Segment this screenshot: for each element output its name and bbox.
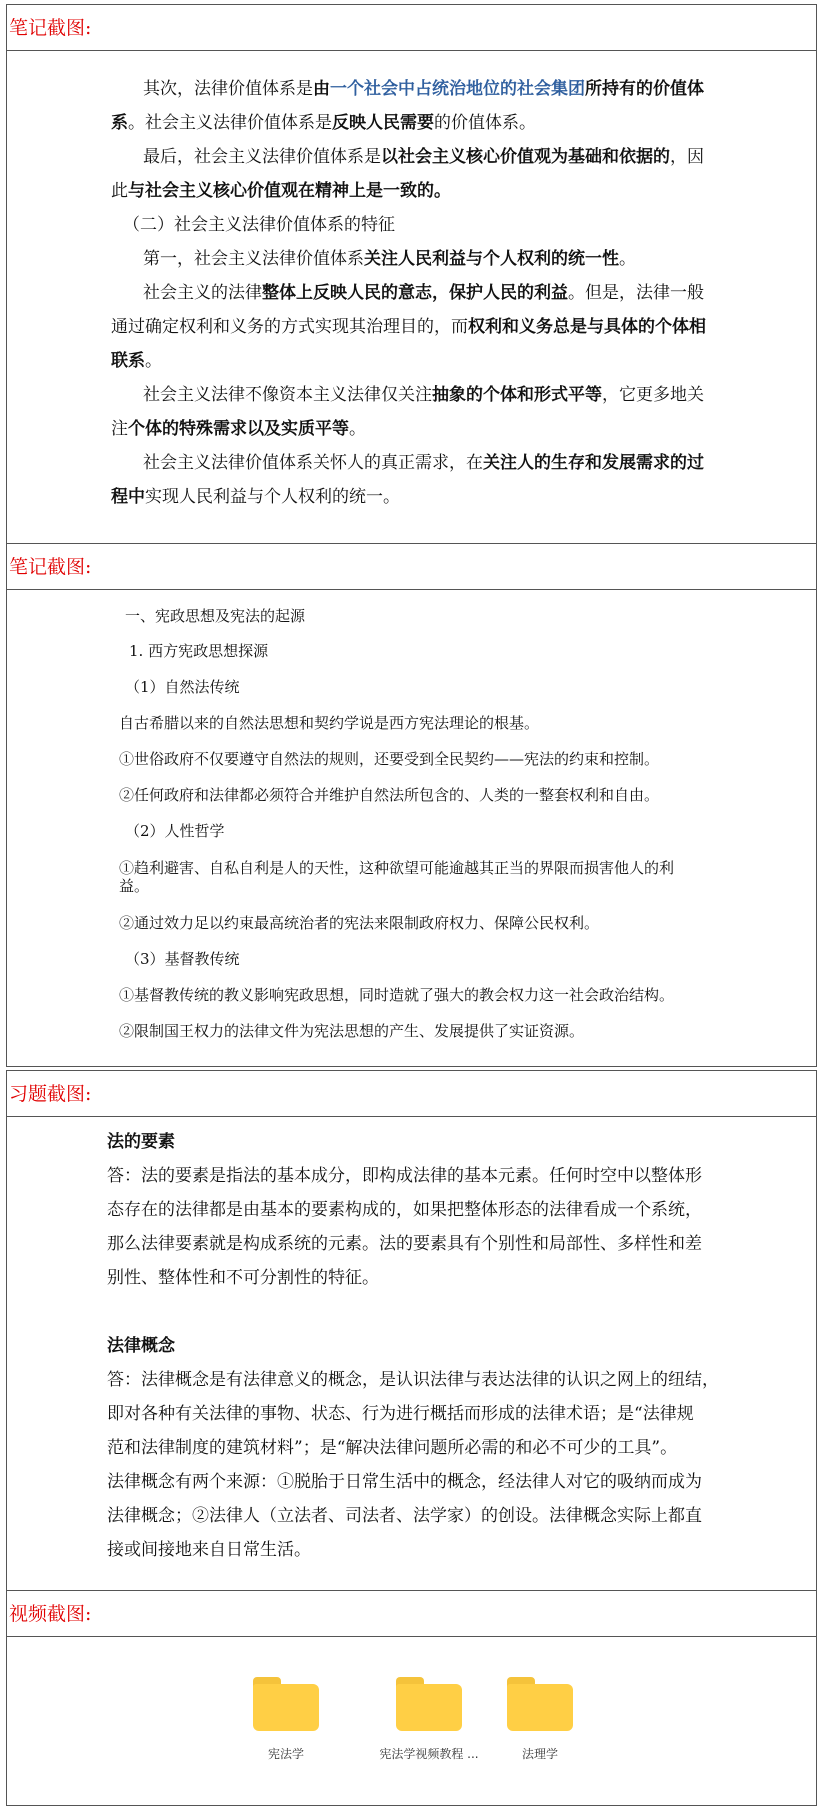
subheading: （1）自然法传统 bbox=[125, 678, 240, 696]
section-header: 习题截图: bbox=[7, 1071, 816, 1117]
answer-line: 接或间接地来自日常生活。 bbox=[107, 1540, 311, 1560]
text-line: 社会主义法律不像资本主义法律仅关注抽象的个体和形式平等，它更多地关 bbox=[143, 385, 704, 405]
folder-label[interactable]: 宪法学视频教程 ... bbox=[379, 1747, 479, 1761]
answer-line: 别性、整体性和不可分割性的特征。 bbox=[107, 1268, 379, 1288]
heading: 一、宪政思想及宪法的起源 bbox=[125, 607, 306, 625]
section-content bbox=[7, 51, 816, 543]
text-line: ①趋利避害、自私自利是人的天性，这种欲望可能逾越其正当的界限而损害他人的利 bbox=[119, 859, 675, 877]
answer-line: 那么法律要素就是构成系统的元素。法的要素具有个别性和局部性、多样性和差 bbox=[107, 1234, 702, 1254]
text-line: ①世俗政府不仅要遵守自然法的规则，还要受到全民契约——宪法的约束和控制。 bbox=[119, 750, 660, 768]
text-line: 自古希腊以来的自然法思想和契约学说是西方宪法理论的根基。 bbox=[119, 714, 540, 732]
section-header: 视频截图: bbox=[7, 1591, 816, 1637]
answer-line: 答：法的要素是指法的基本成分，即构成法律的基本元素。任何时空中以整体形 bbox=[107, 1166, 702, 1186]
subheading: （3）基督教传统 bbox=[125, 950, 240, 968]
folder-icon[interactable] bbox=[396, 1677, 462, 1731]
section-content bbox=[7, 1117, 816, 1590]
text-line: 程中实现人民利益与个人权利的统一。 bbox=[111, 487, 400, 507]
text-line: 此与社会主义核心价值观在精神上是一致的。 bbox=[111, 181, 451, 201]
text-line: ①基督教传统的教义影响宪政思想，同时造就了强大的教会权力这一社会政治结构。 bbox=[119, 986, 675, 1004]
answer-line: 法律概念；②法律人（立法者、司法者、法学家）的创设。法律概念实际上都直 bbox=[107, 1506, 702, 1526]
note-screenshot-section-2 bbox=[6, 543, 817, 1067]
subheading: （2）人性哲学 bbox=[125, 822, 225, 840]
exercise-screenshot-section bbox=[6, 1070, 817, 1591]
text-line: 系。社会主义法律价值体系是反映人民需要的价值体系。 bbox=[111, 113, 536, 133]
section-header: 笔记截图: bbox=[7, 544, 816, 590]
text-line: 通过确定权利和义务的方式实现其治理目的，而权利和义务总是与具体的个体相 bbox=[111, 317, 706, 337]
text-line: 社会主义的法律整体上反映人民的意志，保护人民的利益。但是，法律一般 bbox=[143, 283, 704, 303]
text-line: ②任何政府和法律都必须符合并维护自然法所包含的、人类的一整套权利和自由。 bbox=[119, 786, 660, 804]
video-screenshot-section bbox=[6, 1590, 817, 1806]
text-line: 益。 bbox=[119, 877, 150, 895]
text-line: 社会主义法律价值体系关怀人的真正需求，在关注人的生存和发展需求的过 bbox=[143, 453, 704, 473]
section-content bbox=[7, 1637, 816, 1805]
answer-line: 态存在的法律都是由基本的要素构成的，如果把整体形态的法律看成一个系统， bbox=[107, 1200, 702, 1220]
answer-line: 法律概念有两个来源：①脱胎于日常生活中的概念，经法律人对它的吸纳而成为 bbox=[107, 1472, 702, 1492]
folder-icon[interactable] bbox=[507, 1677, 573, 1731]
text-line: 注个体的特殊需求以及实质平等。 bbox=[111, 419, 366, 439]
answer-line: 即对各种有关法律的事物、状态、行为进行概括而形成的法律术语；是“法律规 bbox=[107, 1404, 694, 1424]
folder-label[interactable]: 宪法学 bbox=[267, 1747, 304, 1761]
answer-line: 范和法律制度的建筑材料”；是“解决法律问题所必需的和必不可少的工具”。 bbox=[107, 1438, 678, 1458]
subheading: 1. 西方宪政思想探源 bbox=[129, 642, 269, 660]
section-header: 笔记截图: bbox=[7, 5, 816, 51]
text-line: 最后，社会主义法律价值体系是以社会主义核心价值观为基础和依据的，因 bbox=[143, 147, 704, 167]
note-screenshot-section-1 bbox=[6, 4, 817, 544]
subheading: （二）社会主义法律价值体系的特征 bbox=[123, 215, 395, 235]
text-line: 其次，法律价值体系是由一个社会中占统治地位的社会集团所持有的价值体 bbox=[143, 79, 704, 99]
term-heading: 法的要素 bbox=[107, 1132, 175, 1152]
text-line: ②通过效力足以约束最高统治者的宪法来限制政府权力、保障公民权利。 bbox=[119, 914, 600, 932]
text-line: 第一，社会主义法律价值体系关注人民利益与个人权利的统一性。 bbox=[143, 249, 636, 269]
text-line: ②限制国王权力的法律文件为宪法思想的产生、发展提供了实证资源。 bbox=[119, 1022, 585, 1040]
answer-line: 答：法律概念是有法律意义的概念，是认识法律与表达法律的认识之网上的纽结， bbox=[107, 1370, 719, 1390]
text-line: 联系。 bbox=[111, 351, 162, 371]
section-content bbox=[7, 590, 816, 1066]
folder-label[interactable]: 法理学 bbox=[521, 1747, 558, 1761]
folder-icon[interactable] bbox=[253, 1677, 319, 1731]
term-heading: 法律概念 bbox=[107, 1336, 175, 1356]
